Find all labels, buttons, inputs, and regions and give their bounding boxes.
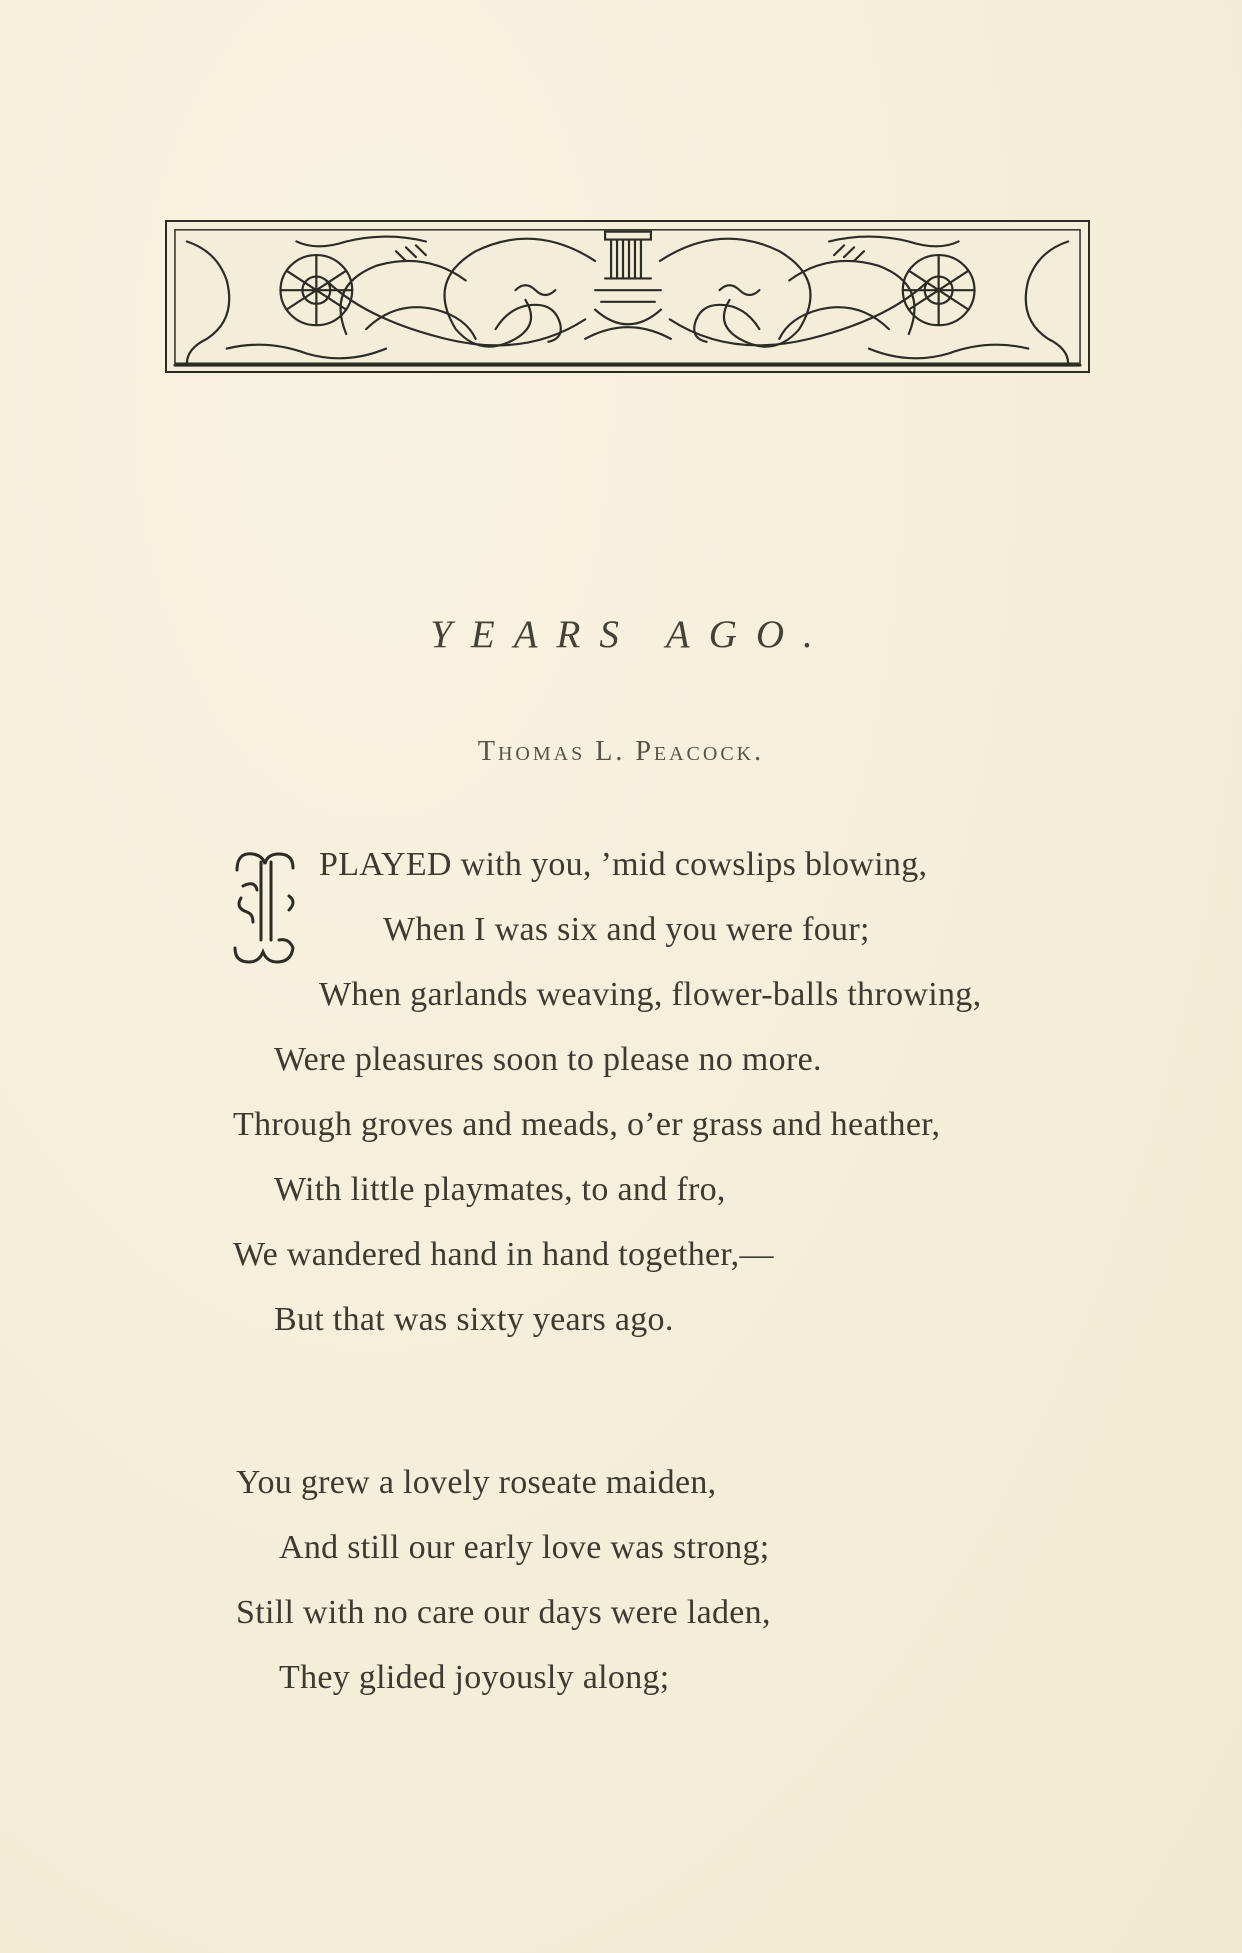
ornamental-initial-i-icon (231, 848, 299, 966)
poem-title: YEARS AGO. (430, 613, 832, 656)
drop-cap-initial (231, 848, 299, 966)
decorative-headpiece (165, 220, 1090, 373)
stanza1-line-4: Were pleasures soon to please no more. (274, 1041, 822, 1078)
stanza2-line-3: Still with no care our days were laden, (236, 1594, 771, 1631)
stanza2-line-4: They glided joyously along; (279, 1659, 670, 1696)
stanza1-line-6: With little playmates, to and fro, (274, 1171, 726, 1208)
stanza1-line-8: But that was sixty years ago. (274, 1301, 674, 1338)
poem-author: Thomas L. Peacock. (477, 736, 765, 767)
stanza1-line-5: Through groves and meads, o’er grass and heather, (233, 1106, 941, 1143)
floral-scroll-icon (167, 222, 1088, 371)
stanza1-line-2: When I was six and you were four; (383, 911, 870, 948)
stanza1-line-7: We wandered hand in hand together,— (233, 1236, 774, 1273)
stanza2-line-2: And still our early love was strong; (279, 1529, 770, 1566)
stanza2-line-1: You grew a lovely roseate maiden, (236, 1464, 717, 1501)
stanza1-line-3: When garlands weaving, flower-balls throwing, (319, 976, 982, 1013)
drop-cap-letter: I (231, 848, 232, 849)
stanza1-line-1: PLAYED with you, ’mid cowslips blowing, (319, 846, 928, 883)
